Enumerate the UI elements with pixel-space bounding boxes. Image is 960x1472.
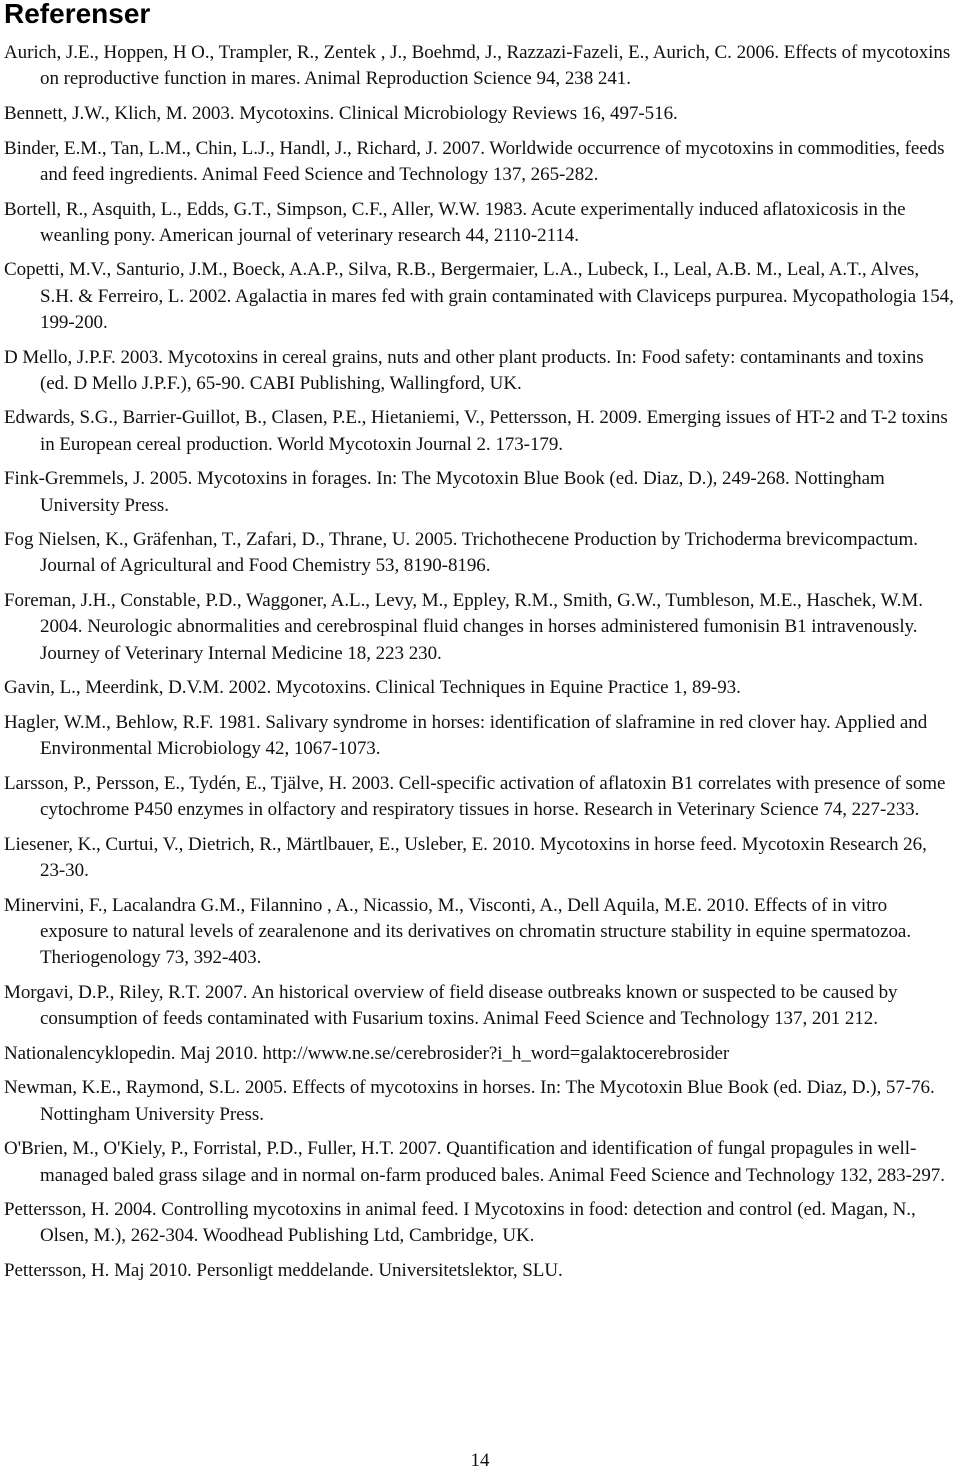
reference-entry: Minervini, F., Lacalandra G.M., Filannino , A., Nicassio, M., Visconti, A., Dell Aquila, M.E. 2010. Effects of in vitro exposure to natural levels of zearalenone and its derivatives on chromatin structure stability in equine spermatozoa. Theriogenology 73, 392-403.	[4, 894, 912, 969]
reference-entry: Copetti, M.V., Santurio, J.M., Boeck, A.A.P., Silva, R.B., Bergermaier, L.A., Lubeck, I., Leal, A.B. M., Leal, A.T., Alves, S.H. & Ferreiro, L. 2002. Agalactia in mares fed with grain contaminated with Claviceps purpurea. Mycopathologia 154, 199-200.	[4, 259, 954, 333]
reference-entry: Foreman, J.H., Constable, P.D., Waggoner, A.L., Levy, M., Eppley, R.M., Smith, G.W., Tumbleson, M.E., Haschek, W.M. 2004. Neurologic abnormalities and cerebrospinal fluid changes in horses administered fumonisin B1 intravenously. Journey of Veterinary Internal Medicine 18, 223 230.	[4, 590, 923, 664]
reference-entry: Pettersson, H. Maj 2010. Personligt meddelande. Universitetslektor, SLU.	[4, 1260, 563, 1282]
reference-entry: Binder, E.M., Tan, L.M., Chin, L.J., Handl, J., Richard, J. 2007. Worldwide occurrence of mycotoxins in commodities, feeds and feed ingredients. Animal Feed Science and Technology 137, 265-282.	[4, 137, 945, 185]
reference-entry: Fink-Gremmels, J. 2005. Mycotoxins in forages. In: The Mycotoxin Blue Book (ed. Diaz, D.), 249-268. Nottingham University Press.	[4, 468, 885, 516]
reference-entry: D Mello, J.P.F. 2003. Mycotoxins in cereal grains, nuts and other plant products. In: Food safety: contaminants and toxins (ed. D Mello J.P.F.), 65-90. CABI Publishing, Wallingford, UK.	[4, 346, 924, 394]
reference-entry: O'Brien, M., O'Kiely, P., Forristal, P.D., Fuller, H.T. 2007. Quantification and identification of fungal propagules in well-managed baled grass silage and in normal on-farm produced bales. Animal Feed Science and Technology 132, 283-297.	[4, 1138, 945, 1186]
reference-entry: Bortell, R., Asquith, L., Edds, G.T., Simpson, C.F., Aller, W.W. 1983. Acute experimentally induced aflatoxicosis in the weanling pony. American journal of veterinary research 44, 2110-2114.	[4, 198, 906, 246]
reference-entry: Larsson, P., Persson, E., Tydén, E., Tjälve, H. 2003. Cell-specific activation of aflatoxin B1 correlates with presence of some cytochrome P450 enzymes in olfactory and respiratory tissues in horse. Research in Veterinary Science 74, 227-233.	[4, 772, 946, 821]
reference-entry: Liesener, K., Curtui, V., Dietrich, R., Märtlbauer, E., Usleber, E. 2010. Mycotoxins in horse feed. Mycotoxin Research 26, 23-30.	[4, 833, 927, 881]
reference-entry: Nationalencyklopedin. Maj 2010. http://www.ne.se/cerebrosider?i_h_word=galaktocerebrosider	[4, 1042, 730, 1064]
reference-entry: Morgavi, D.P., Riley, R.T. 2007. An historical overview of field disease outbreaks known or suspected to be caused by consumption of feeds contaminated with Fusarium toxins. Animal Feed Science and Technology 137, 201 212.	[4, 981, 898, 1029]
reference-entry: Aurich, J.E., Hoppen, H O., Trampler, R., Zentek , J., Boehmd, J., Razzazi-Fazeli, E., Aurich, C. 2006. Effects of mycotoxins on reproductive function in mares. Animal Reproduction Science 94, 238 241.	[4, 42, 951, 90]
page-title: Referenser	[4, 0, 151, 29]
reference-entry: Newman, K.E., Raymond, S.L. 2005. Effects of mycotoxins in horses. In: The Mycotoxin Blue Book (ed. Diaz, D.), 57-76. Nottingham University Press.	[4, 1077, 935, 1125]
reference-entry: Gavin, L., Meerdink, D.V.M. 2002. Mycotoxins. Clinical Techniques in Equine Practice 1, 89-93.	[4, 677, 741, 699]
reference-entry: Fog Nielsen, K., Gräfenhan, T., Zafari, D., Thrane, U. 2005. Trichothecene Production by Trichoderma brevicompactum. Journal of Agricultural and Food Chemistry 53, 8190-8196.	[4, 529, 918, 577]
reference-list	[4, 40, 956, 1293]
page-number: 14	[470, 1450, 490, 1471]
reference-entry: Hagler, W.M., Behlow, R.F. 1981. Salivary syndrome in horses: identification of slaframine in red clover hay. Applied and Environmental Microbiology 42, 1067-1073.	[4, 711, 928, 760]
reference-entry: Pettersson, H. 2004. Controlling mycotoxins in animal feed. I Mycotoxins in food: detection and control (ed. Magan, N., Olsen, M.), 262-304. Woodhead Publishing Ltd, Cambridge, UK.	[4, 1199, 916, 1247]
reference-entry: Bennett, J.W., Klich, M. 2003. Mycotoxins. Clinical Microbiology Reviews 16, 497-516.	[4, 102, 678, 124]
reference-entry: Edwards, S.G., Barrier-Guillot, B., Clasen, P.E., Hietaniemi, V., Pettersson, H. 2009. Emerging issues of HT-2 and T-2 toxins in European cereal production. World Mycotoxin Journal 2. 173-179.	[4, 407, 948, 455]
